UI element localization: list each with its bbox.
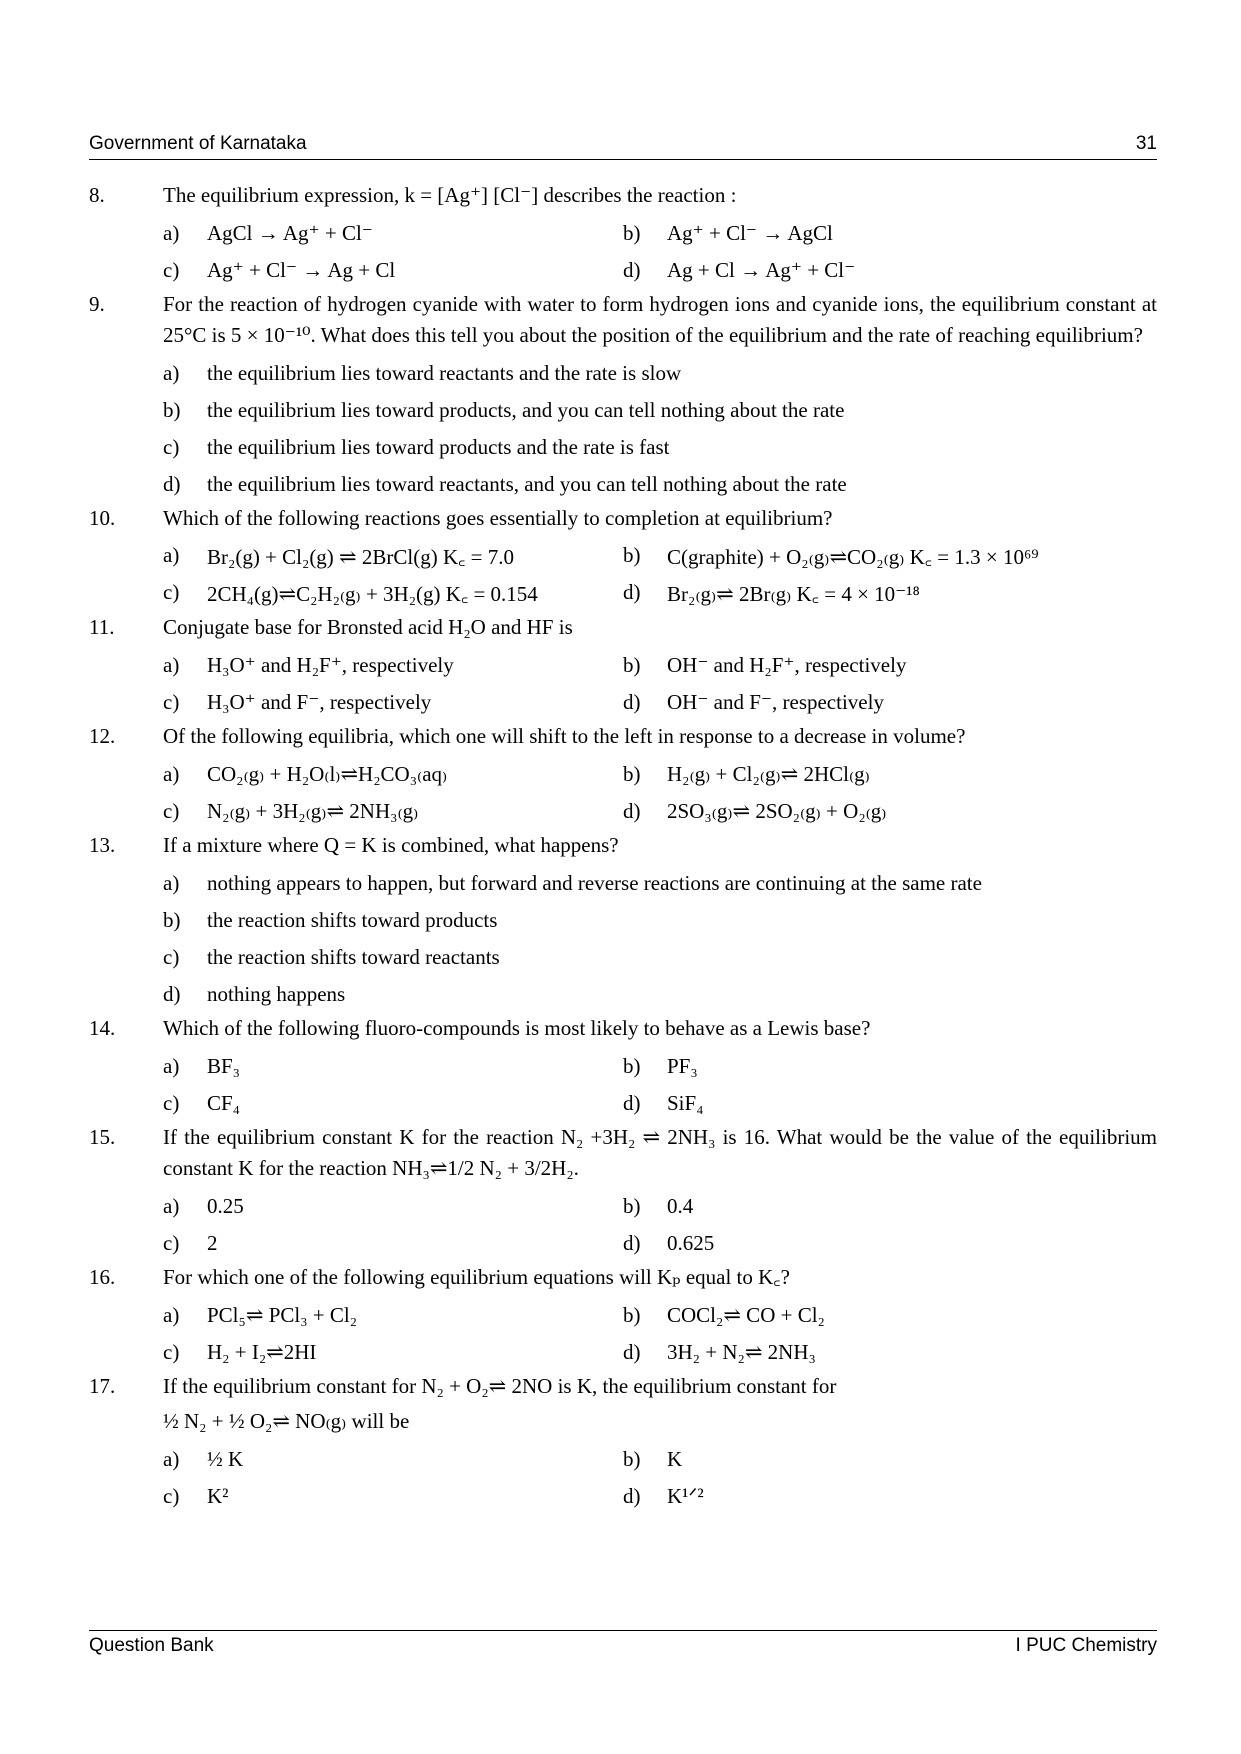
question-text: The equilibrium expression, k = [Ag⁺] [Cl⁻] describes the reaction : xyxy=(163,183,737,207)
option-b: b) PF₃ xyxy=(623,1054,698,1078)
option-b: b) COCl₂⇌ CO + Cl₂ xyxy=(623,1303,825,1327)
option-c: c) H₂ + I₂⇌2HI xyxy=(163,1340,317,1364)
option-d: d) SiF₄ xyxy=(623,1091,704,1115)
option-a: a) PCl₅⇌ PCl₃ + Cl₂ xyxy=(163,1303,358,1327)
question-number: 17. xyxy=(89,1374,116,1398)
option-a: a) the equilibrium lies toward reactants and the rate is slow xyxy=(163,361,682,385)
option-d: d) K¹ᐟ² xyxy=(623,1484,704,1508)
question-8 xyxy=(89,180,1157,289)
option-b: b) K xyxy=(623,1447,683,1471)
question-text-line-2: ½ N₂ + ½ O₂⇌ NO₍g₎ will be xyxy=(163,1409,410,1433)
question-text: Of the following equilibria, which one will shift to the left in response to a decrease in volume? xyxy=(163,724,966,748)
option-c: c) 2 xyxy=(163,1231,218,1255)
option-d: d) Br₂₍g₎⇌ 2Br₍g₎ K꜀ = 4 × 10⁻¹⁸ xyxy=(623,579,920,606)
footer-left: Question Bank xyxy=(89,1635,214,1656)
question-16 xyxy=(89,1262,1157,1371)
option-d: d) 3H₂ + N₂⇌ 2NH₃ xyxy=(623,1340,816,1364)
option-b: b) 0.4 xyxy=(623,1194,694,1218)
option-d: d) OH⁻ and F⁻, respectively xyxy=(623,690,884,714)
question-17 xyxy=(89,1371,1157,1515)
option-a: a) 0.25 xyxy=(163,1194,244,1218)
option-b: b) Ag⁺ + Cl⁻ → AgCl xyxy=(623,221,833,245)
question-15 xyxy=(89,1122,1157,1262)
question-number: 15. xyxy=(89,1125,116,1149)
question-text: Which of the following fluoro-compounds is most likely to behave as a Lewis base? xyxy=(163,1016,871,1040)
question-10 xyxy=(89,503,1157,612)
option-c: c) Ag⁺ + Cl⁻ → Ag + Cl xyxy=(163,258,396,282)
question-number: 8. xyxy=(89,183,105,207)
question-number: 9. xyxy=(89,292,105,316)
question-text: If the equilibrium constant K for the reaction N₂ +3H₂ ⇌ 2NH₃ is 16. What would be the value of the equilibrium constant K for the reaction NH₃⇌1/2 N₂ + 3/2H₂. xyxy=(163,1125,1157,1180)
option-a: a) Br₂(g) + Cl₂(g) ⇌ 2BrCl(g) K꜀ = 7.0 xyxy=(163,542,514,569)
question-text: For the reaction of hydrogen cyanide with water to form hydrogen ions and cyanide ions, the equilibrium constant at 25°C is 5 × 10⁻¹⁰. What does this tell you about the position of the equilibrium and the rate of reaching equilibrium? xyxy=(163,292,1157,347)
option-a: a) nothing appears to happen, but forward and reverse reactions are continuing at the same rate xyxy=(163,871,982,895)
header-title: Government of Karnataka xyxy=(89,133,307,154)
option-b: b) the reaction shifts toward products xyxy=(163,908,498,932)
option-a: a) H₃O⁺ and H₂F⁺, respectively xyxy=(163,653,454,677)
option-d: d) 2SO₃₍g₎⇌ 2SO₂₍g₎ + O₂₍g₎ xyxy=(623,799,887,823)
question-number: 12. xyxy=(89,724,116,748)
option-c: c) CF₄ xyxy=(163,1091,241,1115)
page-number: 31 xyxy=(1135,133,1157,154)
option-a: a) CO₂₍g₎ + H₂O₍l₎⇌H₂CO₃₍aq₎ xyxy=(163,762,448,786)
question-12 xyxy=(89,721,1157,830)
option-b: b) H₂₍g₎ + Cl₂₍g₎⇌ 2HCl₍g₎ xyxy=(623,762,870,786)
option-a: a) AgCl → Ag⁺ + Cl⁻ xyxy=(163,221,373,245)
option-d: d) Ag + Cl → Ag⁺ + Cl⁻ xyxy=(623,258,856,282)
option-c: c) the equilibrium lies toward products and the rate is fast xyxy=(163,435,670,459)
question-number: 11. xyxy=(89,615,115,639)
footer-right: I PUC Chemistry xyxy=(1015,1635,1157,1656)
question-11 xyxy=(89,612,1157,721)
question-text: For which one of the following equilibrium equations will Kₚ equal to K꜀? xyxy=(163,1265,790,1289)
option-d: d) the equilibrium lies toward reactants, and you can tell nothing about the rate xyxy=(163,472,847,496)
option-c: c) H₃O⁺ and F⁻, respectively xyxy=(163,690,432,714)
option-d: d) 0.625 xyxy=(623,1231,715,1255)
question-number: 14. xyxy=(89,1016,116,1040)
question-13 xyxy=(89,830,1157,1013)
page-header xyxy=(89,133,1157,160)
option-c: c) 2CH₄(g)⇌C₂H₂₍g₎ + 3H₂(g) K꜀ = 0.154 xyxy=(163,579,538,606)
option-c: c) N₂₍g₎ + 3H₂₍g₎⇌ 2NH₃₍g₎ xyxy=(163,799,419,823)
question-text: If the equilibrium constant for N₂ + O₂⇌ 2NO is K, the equilibrium constant for xyxy=(163,1374,837,1398)
page-footer xyxy=(89,1630,1157,1657)
question-14 xyxy=(89,1013,1157,1122)
option-b: b) C(graphite) + O₂₍g₎⇌CO₂₍g₎ K꜀ = 1.3 × 10⁶⁹ xyxy=(623,542,1039,569)
option-d: d) nothing happens xyxy=(163,982,346,1006)
question-9 xyxy=(89,289,1157,503)
option-b: b) the equilibrium lies toward products, and you can tell nothing about the rate xyxy=(163,398,845,422)
question-text: Conjugate base for Bronsted acid H₂O and HF is xyxy=(163,615,573,639)
question-number: 10. xyxy=(89,506,116,530)
question-number: 16. xyxy=(89,1265,116,1289)
option-a: a) BF₃ xyxy=(163,1054,241,1078)
question-list xyxy=(89,180,1157,1515)
question-text: If a mixture where Q = K is combined, what happens? xyxy=(163,833,619,857)
option-c: c) K² xyxy=(163,1484,229,1508)
option-b: b) OH⁻ and H₂F⁺, respectively xyxy=(623,653,907,677)
option-a: a) ½ K xyxy=(163,1447,244,1471)
option-c: c) the reaction shifts toward reactants xyxy=(163,945,500,969)
question-number: 13. xyxy=(89,833,116,857)
question-text: Which of the following reactions goes essentially to completion at equilibrium? xyxy=(163,506,833,530)
